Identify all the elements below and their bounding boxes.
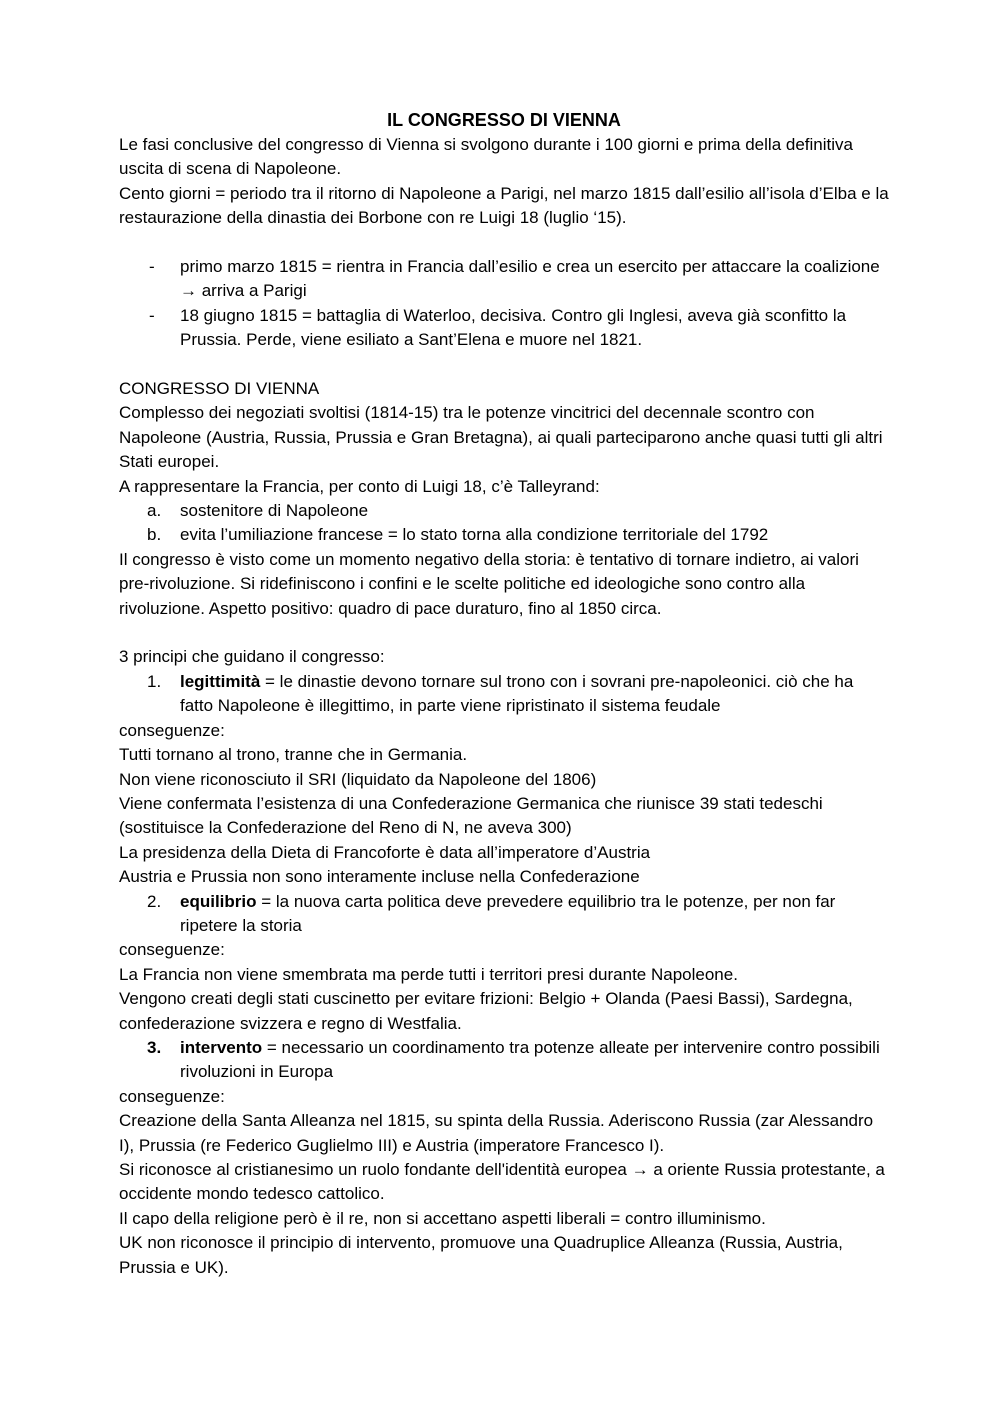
list-item-text: 18 giugno 1815 = battaglia di Waterloo, decisiva. Contro gli Inglesi, aveva già sconfitto la Prussia. Perde, viene esiliato a Sant’Elena e muore nel 1821.: [180, 305, 847, 350]
section-heading: CONGRESSO DI VIENNA: [119, 379, 320, 399]
consequence-line: La Francia non viene smembrata ma perde tutti i territori presi durante Napoleone.: [119, 964, 738, 984]
consequence-line: UK non riconosce il principio di intervento, promuove una Quadruplice Alleanza (Russia, Austria, Prussia e UK).: [119, 1233, 843, 1277]
cento-giorni-paragraph: Cento giorni = periodo tra il ritorno di Napoleone a Parigi, nel marzo 1815 dall’esilio all’isola d’Elba e la restaurazione della dinastia dei Borbone con re Luigi 18 (luglio ‘15).: [119, 183, 889, 228]
principle-name: equilibrio: [180, 891, 257, 911]
number-marker: 2.: [147, 891, 162, 911]
consequences-label: conseguenze:: [119, 1086, 225, 1106]
letter-marker: b.: [147, 525, 162, 545]
congress-description: Complesso dei negoziati svoltisi (1814-15) tra le potenze vincitrici del decennale scontro con Napoleone (Austria, Russia, Prussia e Gran Bretagna), ai quali parteciparono anche quasi tutti gli altri Stati europei.: [119, 403, 883, 472]
intro-paragraph: Le fasi conclusive del congresso di Vienna si svolgono durante i 100 giorni e prima della definitiva uscita di scena di Napoleone.: [119, 135, 853, 179]
principle-text: = la nuova carta politica deve prevedere equilibrio tra le potenze, per non far ripetere la storia: [180, 891, 836, 935]
number-marker: 3.: [147, 1037, 162, 1057]
consequence-line: Il capo della religione però è il re, non si accettano aspetti liberali = contro illuminismo.: [119, 1208, 766, 1228]
consequence-line: Si riconosce al cristianesimo un ruolo fondante dell'identità europea → a oriente Russia protestante, a occidente mondo tedesco cattolico.: [119, 1160, 885, 1204]
numbered-item: [119, 890, 889, 939]
list-item: [119, 523, 889, 547]
spacer: [119, 353, 889, 377]
numbered-item: [119, 1036, 889, 1085]
consequence-line: La presidenza della Dieta di Francoforte è data all’imperatore d’Austria: [119, 842, 651, 862]
list-item: [119, 304, 889, 353]
list-item: [119, 255, 889, 304]
document-page: [119, 108, 889, 1280]
consequences-label: conseguenze:: [119, 720, 225, 740]
principle-name: intervento: [180, 1037, 263, 1057]
talleyrand-line: A rappresentare la Francia, per conto di Luigi 18, c’è Talleyrand:: [119, 476, 600, 496]
principles-heading: 3 principi che guidano il congresso:: [119, 647, 385, 667]
spacer: [119, 231, 889, 255]
consequence-line: Non viene riconosciuto il SRI (liquidato da Napoleone del 1806): [119, 769, 597, 789]
list-item-text: sostenitore di Napoleone: [180, 501, 369, 521]
list-item-text: evita l’umiliazione francese = lo stato torna alla condizione territoriale del 1792: [180, 525, 769, 545]
consequence-line: Tutti tornano al trono, tranne che in Germania.: [119, 745, 468, 765]
consequence-line: Austria e Prussia non sono interamente incluse nella Confederazione: [119, 867, 640, 887]
principle-text: = le dinastie devono tornare sul trono con i sovrani pre-napoleonici. ciò che ha fatto Napoleone è illegittimo, in parte viene ripristinato il sistema feudale: [180, 671, 854, 716]
list-item-text: primo marzo 1815 = rientra in Francia dall’esilio e crea un esercito per attaccare la coalizione → arriva a Parigi: [180, 257, 880, 301]
principle-text: = necessario un coordinamento tra potenze alleate per intervenire contro possibili rivoluzioni in Europa: [180, 1037, 880, 1082]
consequence-line: Vengono creati degli stati cuscinetto per evitare frizioni: Belgio + Olanda (Paesi Bassi), Sardegna, confederazione svizzera e regno di Westfalia.: [119, 989, 853, 1033]
numbered-item: [119, 670, 889, 719]
list-item: [119, 499, 889, 523]
dash-marker: -: [149, 257, 155, 277]
consequence-line: Viene confermata l’esistenza di una Confederazione Germanica che riunisce 39 stati tedeschi (sostituisce la Confederazione del Reno di N, ne aveva 300): [119, 793, 823, 838]
principle-name: legittimità: [180, 671, 261, 691]
judgement-paragraph: Il congresso è visto come un momento negativo della storia: è tentativo di tornare indietro, ai valori pre-rivoluzione. Si ridefiniscono i confini e le scelte politiche ed ideologiche sono contro alla rivoluzione. Aspetto positivo: quadro di pace duraturo, fino al 1850 circa.: [119, 549, 859, 618]
document-title: IL CONGRESSO DI VIENNA: [387, 110, 621, 130]
spacer: [119, 621, 889, 645]
letter-marker: a.: [147, 501, 162, 521]
consequence-line: Creazione della Santa Alleanza nel 1815, su spinta della Russia. Aderiscono Russia (zar Alessandro I), Prussia (re Federico Guglielmo III) e Austria (imperatore Francesco I).: [119, 1111, 874, 1155]
dash-marker: -: [149, 305, 155, 325]
number-marker: 1.: [147, 671, 162, 691]
consequences-label: conseguenze:: [119, 940, 225, 960]
